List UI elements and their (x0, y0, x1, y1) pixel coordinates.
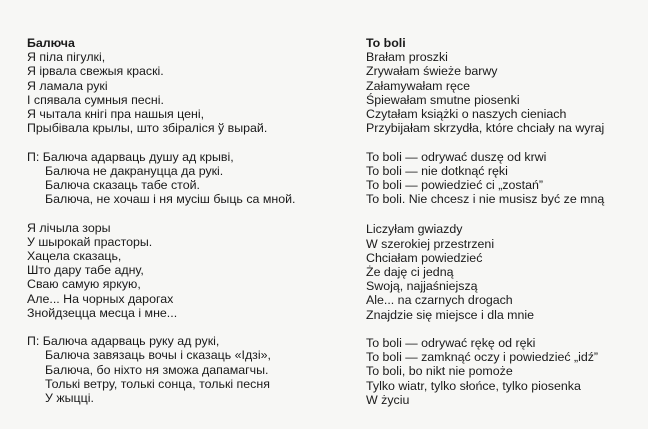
lyric-line: У жыцці. (45, 391, 94, 406)
polish-stanza-1 (366, 50, 641, 135)
lyric-line: Brałam proszki (366, 50, 448, 65)
lyric-line: W życiu (366, 392, 410, 407)
lyric-line: У шырокай прасторы. (27, 234, 153, 249)
lyric-line: To boli — zamknąć oczy i powiedzieć „idź” (366, 350, 599, 365)
lyric-line: To boli. Nie chcesz i nie musisz być ze mną (366, 192, 605, 207)
lyric-line: Я ірвала свежыя краскі. (27, 64, 164, 79)
lyric-line: To boli — powiedzieć ci „zostań” (366, 178, 543, 193)
lyric-line: Ale... na czarnych drogach (366, 293, 513, 308)
polish-chorus-2 (366, 336, 641, 407)
polish-title: To boli (366, 36, 406, 50)
lyric-line: Zrywałam świeże barwy (366, 64, 498, 79)
lyric-line: Прыбівала крылы, што збіраліся ў вырай. (27, 121, 268, 136)
lyric-line: П: Балюча адарваць душу ад крыві, (27, 149, 234, 164)
lyric-line: Załamywałam ręce (366, 78, 470, 93)
lyric-line: Балюча, не хочаш і ня мусіш быць са мной. (45, 192, 296, 207)
lyric-line: Я лічыла зоры (27, 220, 111, 235)
lyric-line: І спявала сумныя песні. (27, 92, 164, 107)
lyric-line: Але... На чорных дарогах (27, 291, 174, 306)
belarusian-chorus-1 (27, 150, 337, 207)
lyric-line: To boli, bo nikt nie pomoże (366, 364, 513, 379)
lyric-line: Балюча не дакрануцца да рукі. (45, 163, 224, 178)
lyric-line: Я піла пігулкі, (27, 50, 106, 65)
polish-stanza-2 (366, 222, 641, 321)
belarusian-lyrics (27, 36, 337, 405)
lyric-line: Балюча сказаць табе стой. (45, 178, 200, 193)
lyric-line: Liczyłam gwiazdy (366, 222, 463, 237)
polish-lyrics (366, 36, 641, 407)
belarusian-chorus-2 (27, 334, 337, 405)
belarusian-stanza-2 (27, 221, 337, 320)
lyric-line: W szerokiej przestrzeni (366, 236, 495, 251)
lyric-line: П: Балюча адарваць руку ад рукі, (27, 334, 220, 349)
lyric-line: Балюча завязаць вочы і сказаць «Ідзі», (45, 348, 271, 363)
lyric-line: Я чытала кнігі пра нашыя цені, (27, 107, 205, 122)
lyric-line: Przybijałam skrzydła, które chciały na wyraj (366, 121, 605, 136)
lyric-line: Сваю самую яркую, (27, 277, 141, 292)
lyric-line: To boli — odrywać duszę od krwi (366, 149, 547, 164)
lyric-line: Znajdzie się miejsce i dla mnie (366, 307, 535, 322)
lyric-line: Толькі ветру, толькі сонца, толькі песня (45, 376, 270, 391)
lyric-line: Балюча, бо ніхто ня зможа дапамагчы. (45, 362, 269, 377)
polish-chorus-1 (366, 150, 641, 207)
lyric-line: Што дару табе адну, (27, 263, 144, 278)
lyric-line: Tylko wiatr, tylko słońce, tylko piosenka (366, 378, 581, 393)
lyric-line: To boli — odrywać rękę od ręki (366, 336, 536, 351)
belarusian-stanza-1 (27, 50, 337, 135)
belarusian-title: Балюча (27, 36, 75, 50)
lyric-line: Знойдзецца месца і мне... (27, 305, 178, 320)
lyric-line: Że daję ci jedną (366, 265, 454, 280)
lyric-line: Śpiewałam smutne piosenki (366, 92, 520, 107)
lyric-line: Хацела сказаць, (27, 249, 122, 264)
lyric-line: Я ламала рукі (27, 78, 108, 93)
lyric-line: Swoją, najjaśniejszą (366, 279, 478, 294)
lyric-line: Czytałam książki o naszych cieniach (366, 107, 567, 122)
lyric-line: Chciałam powiedzieć (366, 250, 483, 265)
lyric-line: To boli — nie dotknąć ręki (366, 163, 508, 178)
